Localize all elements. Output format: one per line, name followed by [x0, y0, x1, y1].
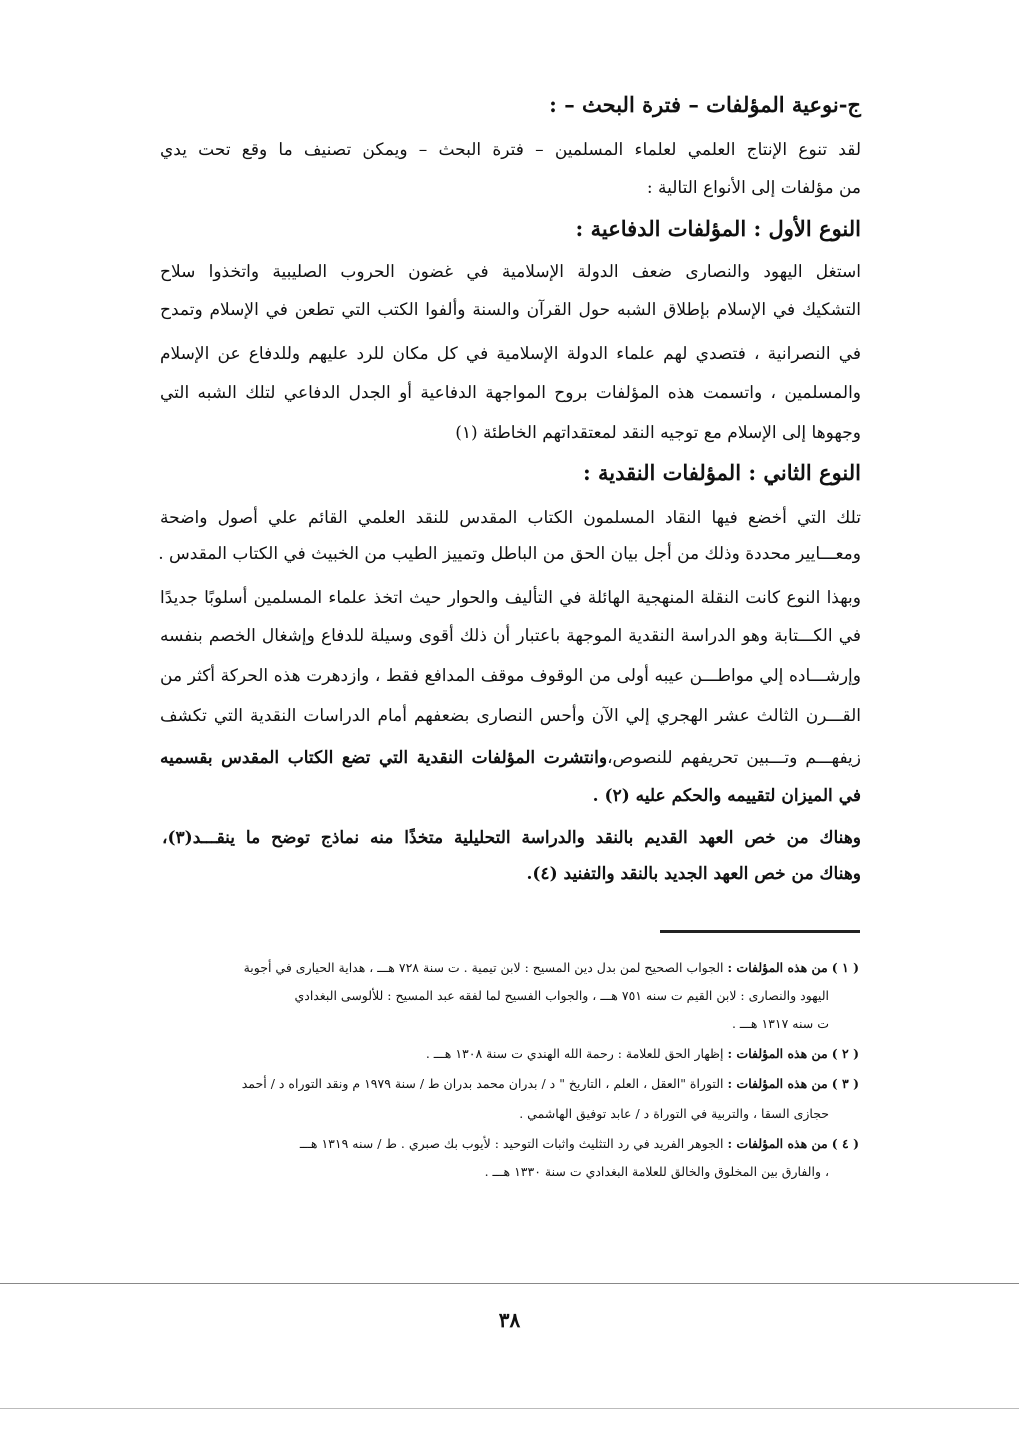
footnote-1-marker: ( ١ ) [831, 960, 859, 975]
footnote-3-marker: ( ٣ ) [831, 1076, 859, 1091]
type1-line-3: في النصرانية ، فتصدي لهم علماء الدولة الإسلامية في كل مكان للرد عليهم وللدفاع عن الإسلام [160, 344, 862, 364]
footnote-3-cont-1: حجازى السقا ، والتربية في التوراة د / عابد توفيق الهاشمي . [519, 1106, 829, 1121]
type2-line-8: في الميزان لتقييمه والحكم عليه (٢) . [592, 786, 861, 806]
type2-line-6: القـــرن الثالث عشر الهجري إلي الآن وأحس النصارى بضعفهم أمام الدراسات النقدية التي تكشف [160, 706, 861, 726]
type2-line-7-plain: زيفهـــم وتـــبين تحريفهم للنصوص، [607, 748, 861, 768]
footnote-1-cont-2: ت سنه ١٣١٧ هـــ . [731, 1016, 829, 1031]
footnote-4-marker: ( ٤ ) [831, 1136, 859, 1151]
footnote-2-marker: ( ٢ ) [831, 1046, 859, 1061]
type1-line-1: استغل اليهود والنصارى ضعف الدولة الإسلامية في غضون الحروب الصليبية واتخذوا سلاح [160, 262, 861, 282]
footnote-4-cont-1: ، والفارق بين المخلوق والخالق للعلامة البغدادي ت سنة ١٣٣٠ هـــ . [484, 1164, 829, 1179]
bottom-border-line [0, 1408, 1019, 1409]
intro-line-2: من مؤلفات إلى الأنواع التالية : [646, 178, 861, 198]
intro-line-1: لقد تنوع الإنتاج العلمي لعلماء المسلمين – فترة البحث – ويمكن تصنيف ما وقع تحت يدي [160, 140, 861, 160]
footnote-2-text: إظهار الحق للعلامة : رحمة الله الهندي ت سنة ١٣٠٨ هـــ . [425, 1046, 724, 1061]
type1-line-4: والمسلمين ، واتسمت هذه المؤلفات بروح المواجهة الدفاعية أو الجدل الدفاعي لتلك الشبه التي [160, 383, 861, 403]
closing-line-1: وهناك من خص العهد القديم بالنقد والدراسة التحليلية متخذًا منه نماذج توضح ما ينقـــد(٣)، [162, 828, 861, 848]
type1-heading: النوع الأول : المؤلفات الدفاعية : [575, 216, 861, 241]
footnote-4-label: من هذه المؤلفات : [727, 1136, 828, 1151]
page-border-line [0, 1283, 1019, 1284]
type2-line-5: وإرشـــاده إلي مواطـــن عيبه أولى من الوقوف موقف المدافع فقط ، وازدهرت هذه الحركة أكثر من [160, 666, 861, 686]
footnote-3-text: التوراة "العقل ، العلم ، التاريخ " د / بدران محمد بدران ط / سنة ١٩٧٩ م ونقد التوراه د / أحمد [241, 1076, 724, 1091]
closing-line-2: وهناك من خص العهد الجديد بالنقد والتفنيد (٤). [526, 864, 861, 884]
footnote-1-cont-1: اليهود والنصارى : لابن القيم ت سنه ٧٥١ هـــ ، والجواب الفسيح لما لفقه عبد المسيح : للألوسى البغدادي [294, 988, 829, 1003]
type2-line-3: وبهذا النوع كانت النقلة المنهجية الهائلة في التأليف والحوار حيث اتخذ علماء المسلمين أسلوبًا جديدًا [160, 588, 861, 608]
footnote-1-text: الجواب الصحيح لمن بدل دين المسيح : لابن تيمية . ت سنة ٧٢٨ هـــ ، هداية الحيارى في أجوبة [243, 960, 724, 975]
footnote-1-label: من هذه المؤلفات : [727, 960, 828, 975]
type2-line-7-bold: وانتشرت المؤلفات النقدية التي تضع الكتاب المقدس بقسميه [160, 748, 608, 768]
section-heading: ج-نوعية المؤلفات – فترة البحث – : [549, 92, 861, 117]
page-number: ٣٨ [498, 1308, 521, 1332]
footnote-3 [185, 1076, 859, 1091]
footnote-1 [195, 960, 859, 975]
type2-line-2: ومعـــايير محددة وذلك من أجل بيان الحق من الباطل وتمييز الطيب من الخبيث في الكتاب المقدس . [158, 544, 861, 564]
type2-line-4: في الكـــتابة وهو الدراسة النقدية الموجهة باعتبار أن ذلك أقوى وسيلة للدفاع وإشغال الخصم بنفسه [160, 626, 861, 646]
type1-line-2: التشكيك في الإسلام بإطلاق الشبه حول القرآن والسنة وألفوا الكتب التي تطعن في الإسلام وتمدح [160, 300, 861, 320]
footnote-4-text: الجوهر الفريد في رد التثليث واثبات التوحيد : لأيوب بك صبري . ط / سنه ١٣١٩ هـــ [299, 1136, 724, 1151]
footnote-separator [660, 930, 860, 933]
type2-line-7 [160, 748, 861, 768]
footnote-3-label: من هذه المؤلفات : [727, 1076, 828, 1091]
type1-line-5: وجهوها إلى الإسلام مع توجيه النقد لمعتقداتهم الخاطئة (١) [455, 423, 861, 443]
type2-heading: النوع الثاني : المؤلفات النقدية : [582, 460, 861, 485]
type2-line-1: تلك التي أخضع فيها النقاد المسلمون الكتاب المقدس للنقد العلمي القائم علي أصول واضحة [160, 508, 861, 528]
footnote-2-label: من هذه المؤلفات : [727, 1046, 828, 1061]
footnote-4 [250, 1136, 859, 1151]
footnote-2 [195, 1046, 859, 1061]
